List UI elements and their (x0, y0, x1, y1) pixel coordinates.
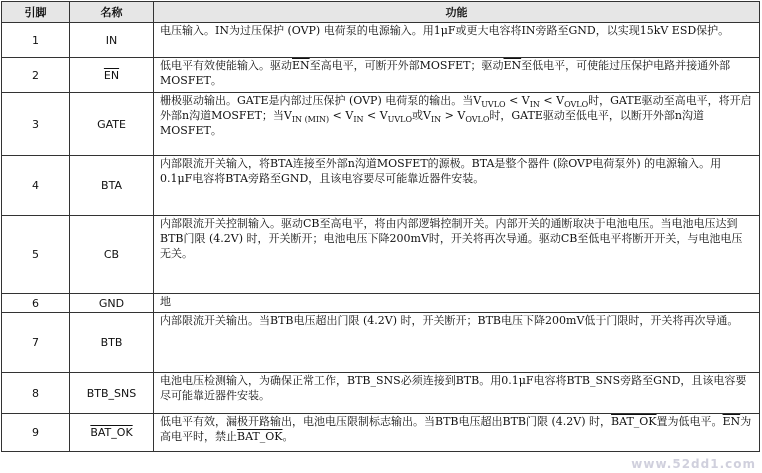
func-text: 为高电平时，禁止 (160, 415, 752, 443)
func-text: < V (363, 109, 388, 122)
func-text: 。 (282, 430, 294, 443)
pin-function (154, 58, 760, 93)
func-text: 置为低电平。 (656, 415, 723, 428)
pin-function: 电池电压检测输入，为确保正常工作，BTB_SNS必须连接到BTB。用0.1μF电容将BTB_SNS旁路至GND，且该电容要尽可能靠近器件安装。 (154, 373, 760, 414)
func-text-overline: $\overline{EN}$ (503, 59, 522, 72)
watermark: www.52dd1.com (631, 457, 756, 471)
header-name: 名称 (70, 2, 154, 23)
table-row (2, 58, 760, 93)
pin-number: 1 (2, 23, 70, 58)
func-text: > V (441, 109, 466, 122)
pin-number: 8 (2, 373, 70, 414)
pin-name-text: $\overline{EN}$ (103, 68, 120, 82)
func-text-overline: BAT_OK (237, 430, 283, 443)
pin-function: 内部限流开关输入，将BTA连接至外部n沟道MOSFET的源极。BTA是整个器件 (除OVP电荷泵外) 的电源输入。用0.1μF电容将BTA旁路至GND，且该电容要尽可能靠近器件安装。 (154, 156, 760, 216)
pin-number: 4 (2, 156, 70, 216)
func-subscript: IN (MIN) (291, 115, 330, 125)
table-row (2, 23, 760, 58)
table-row (2, 294, 760, 313)
pin-function: 地 (154, 294, 760, 313)
table-row (2, 216, 760, 294)
table-row (2, 313, 760, 373)
pin-name: GATE (70, 93, 154, 156)
pin-number: 6 (2, 294, 70, 313)
pin-name-text: BAT_OK (90, 426, 133, 439)
func-text: 低电平有效使能输入。驱动 (160, 59, 292, 72)
header-pin: 引脚 (2, 2, 70, 23)
pin-name (70, 414, 154, 452)
func-text-overline: $\overline{EN}$ (292, 59, 310, 72)
pin-number: 7 (2, 313, 70, 373)
func-subscript: UVLO (481, 100, 506, 110)
pin-number: 3 (2, 93, 70, 156)
func-text: 低电平有效，漏极开路输出，电池电压限制标志输出。当BTB电压超出BTB门限 (4.2V) 时， (160, 415, 612, 428)
pin-name: BTA (70, 156, 154, 216)
func-text-overline: BAT_OK (611, 415, 657, 428)
header-function: 功能 (154, 2, 760, 23)
func-subscript: UVLO (387, 115, 413, 125)
func-text: 栅极驱动输出。GATE是内部过压保护 (OVP) 电荷泵的输出。当V (160, 94, 482, 107)
table-row (2, 414, 760, 452)
pin-name (70, 58, 154, 93)
pin-name: IN (70, 23, 154, 58)
pin-name: BTB_SNS (70, 373, 154, 414)
table-header-row (2, 2, 760, 23)
pin-function (154, 414, 760, 452)
pin-function: 内部限流开关输出。当BTB电压超出门限 (4.2V) 时，开关断开；BTB电压下降200mV低于门限时，开关将再次导通。 (154, 313, 760, 373)
func-text: < V (329, 109, 354, 122)
func-text-overline: $\overline{EN}$ (722, 415, 741, 428)
func-subscript: IN (430, 115, 442, 125)
func-text: 时，GATE驱动至高电平，将开启外部n沟道MOSFET；当V (160, 94, 752, 122)
table-row (2, 93, 760, 156)
func-subscript: IN (529, 100, 540, 110)
func-subscript: IN (353, 115, 364, 125)
pin-name: GND (70, 294, 154, 313)
func-text: 时，GATE驱动至低电平，以断开外部n沟道MOSFET。 (160, 109, 704, 137)
pin-number: 9 (2, 414, 70, 452)
pin-function (154, 93, 760, 156)
pin-number: 2 (2, 58, 70, 93)
func-text: < V (505, 94, 530, 107)
table-row (2, 373, 760, 414)
func-text: 至低电平，可使能过压保护电路并接通外部MOSFET。 (160, 59, 731, 87)
pin-description-table (1, 1, 760, 452)
pin-name: BTB (70, 313, 154, 373)
func-subscript: OVLO (465, 115, 490, 125)
func-text: 或V (412, 109, 431, 122)
table-row (2, 156, 760, 216)
pin-function: 内部限流开关控制输入。驱动CB至高电平，将由内部逻辑控制开关。内部开关的通断取决于电池电压。当电池电压达到BTB门限 (4.2V) 时，开关断开；电池电压下降200mV时，开关将再次导通。驱动CB至低电平将断开开关，与电池电压无关。 (154, 216, 760, 294)
func-subscript: OVLO (564, 100, 589, 110)
pin-name: CB (70, 216, 154, 294)
func-text: 至高电平，可断开外部MOSFET；驱动 (309, 59, 504, 72)
func-text: < V (539, 94, 565, 107)
pin-number: 5 (2, 216, 70, 294)
pin-function: 电压输入。IN为过压保护 (OVP) 电荷泵的电源输入。用1μF或更大电容将IN旁路至GND，以实现15kV ESD保护。 (154, 23, 760, 58)
